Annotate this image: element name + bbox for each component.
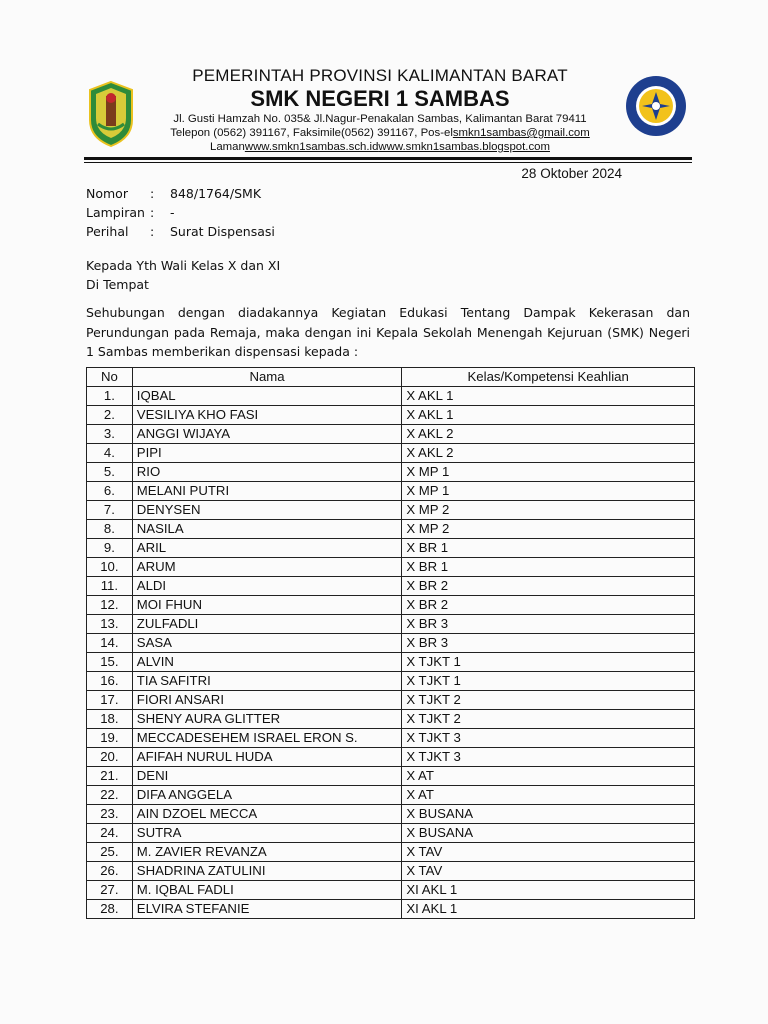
table-row [87,672,695,691]
table-row [87,463,695,482]
header-nama: Nama [132,368,402,387]
table-row [87,520,695,539]
contact-email[interactable]: smkn1sambas@gmail.com [452,127,590,139]
student-class: X BR 3 [402,634,695,653]
row-number: 6. [87,482,133,501]
table-body [87,387,695,919]
student-name: DIFA ANGGELA [132,786,402,805]
header-kelas: Kelas/Kompetensi Keahlian [402,368,695,387]
student-class: XI AKL 1 [402,900,695,919]
student-class: X TJKT 1 [402,653,695,672]
row-number: 21. [87,767,133,786]
blog-link[interactable]: www.smkn1sambas.blogspot.com [378,141,550,153]
school-contact [150,126,610,140]
student-class: X AKL 2 [402,425,695,444]
student-name: AIN DZOEL MECCA [132,805,402,824]
row-number: 23. [87,805,133,824]
table-row [87,786,695,805]
header-no: No [87,368,133,387]
student-name: M. ZAVIER REVANZA [132,843,402,862]
row-number: 11. [87,577,133,596]
table-row [87,805,695,824]
school-name: SMK NEGERI 1 SAMBAS [250,86,510,111]
table-row [87,862,695,881]
letter-body: Sehubungan dengan diadakannya Kegiatan Edukasi Tentang Dampak Kekerasan dan Perundungan pada Remaja, maka dengan ini Kepala Sekolah Menengah Kejuruan (SMK) Negeri 1 Sambas memberikan dispensasi kepada : [86,305,690,359]
province-emblem-icon [86,80,136,148]
row-number: 17. [87,691,133,710]
row-number: 18. [87,710,133,729]
government-name: PEMERINTAH PROVINSI KALIMANTAN BARAT [192,66,568,85]
student-name: SASA [132,634,402,653]
student-name: MELANI PUTRI [132,482,402,501]
table-row [87,710,695,729]
student-class: X TJKT 3 [402,729,695,748]
school-seal-icon [624,74,688,138]
dispensation-table [86,367,695,919]
addressee-place: Di Tempat [86,277,149,292]
student-class: X MP 2 [402,520,695,539]
student-name: NASILA [132,520,402,539]
row-number: 10. [87,558,133,577]
table-row [87,558,695,577]
row-number: 28. [87,900,133,919]
student-class: X TJKT 1 [402,672,695,691]
student-class: X TJKT 2 [402,710,695,729]
student-name: DENYSEN [132,501,402,520]
student-class: X BR 2 [402,577,695,596]
student-name: ZULFADLI [132,615,402,634]
student-name: SUTRA [132,824,402,843]
row-number: 26. [87,862,133,881]
student-class: X TAV [402,862,695,881]
table-row [87,691,695,710]
student-class: X BUSANA [402,824,695,843]
table-row [87,387,695,406]
table-header-row [87,368,695,387]
website-prefix: Laman [210,141,245,153]
meta-value: - [170,205,175,220]
student-name: ARUM [132,558,402,577]
row-number: 24. [87,824,133,843]
letter-date: 28 Oktober 2024 [521,166,622,181]
letterhead-rule [84,157,692,160]
letterhead-rule-thin [84,162,692,163]
letterhead [150,66,610,154]
meta-colon: : [150,205,155,220]
student-class: X AT [402,786,695,805]
table-row [87,634,695,653]
table-row [87,406,695,425]
meta-row-nomor [86,184,275,203]
student-name: ARIL [132,539,402,558]
row-number: 14. [87,634,133,653]
student-name: SHENY AURA GLITTER [132,710,402,729]
student-class: X TJKT 3 [402,748,695,767]
table-row [87,748,695,767]
table-row [87,767,695,786]
row-number: 12. [87,596,133,615]
student-name: M. IQBAL FADLI [132,881,402,900]
row-number: 8. [87,520,133,539]
table-row [87,824,695,843]
meta-colon: : [150,224,155,239]
student-class: X BR 3 [402,615,695,634]
student-class: X MP 2 [402,501,695,520]
table-row [87,444,695,463]
student-class: X BR 2 [402,596,695,615]
meta-row-lampiran [86,203,275,222]
student-class: X MP 1 [402,463,695,482]
row-number: 1. [87,387,133,406]
table-row [87,881,695,900]
student-class: X BR 1 [402,558,695,577]
table-row [87,501,695,520]
row-number: 2. [87,406,133,425]
school-address: Jl. Gusti Hamzah No. 035& Jl.Nagur-Penakalan Sambas, Kalimantan Barat 79411 [173,113,587,125]
student-name: SHADRINA ZATULINI [132,862,402,881]
meta-colon: : [150,186,155,201]
table-row [87,482,695,501]
meta-key: Nomor [86,186,128,201]
row-number: 5. [87,463,133,482]
row-number: 15. [87,653,133,672]
student-name: MECCADESEHEM ISRAEL ERON S. [132,729,402,748]
row-number: 16. [87,672,133,691]
row-number: 13. [87,615,133,634]
row-number: 22. [87,786,133,805]
student-class: X MP 1 [402,482,695,501]
table-row [87,843,695,862]
student-class: X AKL 2 [402,444,695,463]
table-row [87,425,695,444]
student-name: MOI FHUN [132,596,402,615]
row-number: 19. [87,729,133,748]
addressee [86,256,280,294]
addressee-line: Kepada Yth Wali Kelas X dan XI [86,258,281,273]
letter-meta [86,184,275,241]
student-name: ANGGI WIJAYA [132,425,402,444]
student-class: X BUSANA [402,805,695,824]
student-class: XI AKL 1 [402,881,695,900]
table-row [87,900,695,919]
table-row [87,653,695,672]
table-row [87,729,695,748]
meta-row-perihal [86,222,275,241]
student-name: PIPI [132,444,402,463]
student-class: X AT [402,767,695,786]
student-class: X AKL 1 [402,406,695,425]
student-name: ALDI [132,577,402,596]
row-number: 4. [87,444,133,463]
row-number: 9. [87,539,133,558]
student-class: X TJKT 2 [402,691,695,710]
student-class: X AKL 1 [402,387,695,406]
row-number: 27. [87,881,133,900]
row-number: 20. [87,748,133,767]
meta-value: Surat Dispensasi [170,224,275,239]
school-website [150,140,610,154]
student-name: TIA SAFITRI [132,672,402,691]
student-name: IQBAL [132,387,402,406]
student-class: X BR 1 [402,539,695,558]
student-name: VESILIYA KHO FASI [132,406,402,425]
student-name: ALVIN [132,653,402,672]
table-row [87,577,695,596]
meta-key: Perihal [86,224,129,239]
student-class: X TAV [402,843,695,862]
student-name: FIORI ANSARI [132,691,402,710]
row-number: 7. [87,501,133,520]
row-number: 3. [87,425,133,444]
student-name: ELVIRA STEFANIE [132,900,402,919]
student-name: AFIFAH NURUL HUDA [132,748,402,767]
contact-phone: Telepon (0562) 391167, Faksimile(0562) 391167, Pos-el [170,127,453,139]
meta-key: Lampiran [86,205,145,220]
website-link[interactable]: www.smkn1sambas.sch.id [244,141,379,153]
meta-value: 848/1764/SMK [170,186,262,201]
row-number: 25. [87,843,133,862]
table-row [87,539,695,558]
table-row [87,596,695,615]
student-name: RIO [132,463,402,482]
table-row [87,615,695,634]
student-name: DENI [132,767,402,786]
